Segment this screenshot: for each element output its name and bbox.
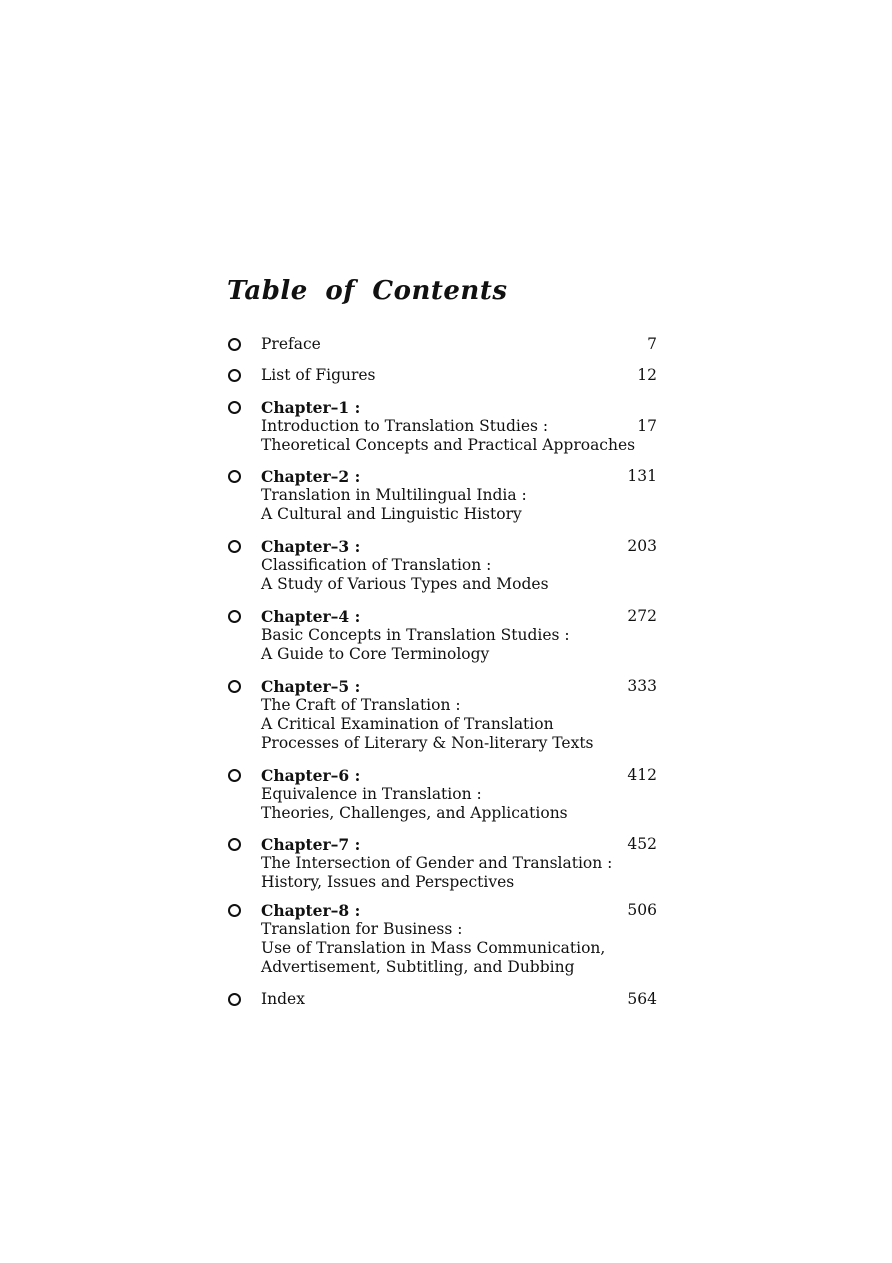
bullet-icon xyxy=(228,680,241,693)
page-number: 12 xyxy=(637,366,657,384)
chapter-subtitle-line: A Cultural and Linguistic History xyxy=(261,505,522,523)
bullet-icon xyxy=(228,993,241,1006)
chapter-label: Chapter–8 : xyxy=(261,901,361,920)
toc-entry-chapter-4[interactable] xyxy=(227,607,659,664)
bullet-icon xyxy=(228,769,241,782)
chapter-subtitle-line: A Study of Various Types and Modes xyxy=(261,575,549,593)
bullet-icon xyxy=(228,540,241,553)
chapter-subtitle-line: History, Issues and Perspectives xyxy=(261,873,515,891)
toc-entry-index[interactable] xyxy=(227,990,659,1009)
chapter-title-line: Introduction to Translation Studies : xyxy=(261,417,549,435)
chapter-title-line: Equivalence in Translation : xyxy=(261,785,482,803)
entry-title: Index xyxy=(261,990,305,1008)
chapter-subtitle-line: A Critical Examination of Translation xyxy=(261,715,554,733)
chapter-title-line: Classification of Translation : xyxy=(261,556,492,574)
page-number: 564 xyxy=(627,990,657,1008)
chapter-label: Chapter–3 : xyxy=(261,537,361,556)
toc-entry-preface[interactable] xyxy=(227,335,659,354)
bullet-icon xyxy=(228,904,241,917)
chapter-title-line: The Intersection of Gender and Translation : xyxy=(261,854,613,872)
page-number: 7 xyxy=(647,335,657,353)
bullet-icon xyxy=(228,338,241,351)
chapter-label: Chapter–2 : xyxy=(261,467,361,486)
page-number: 412 xyxy=(627,766,657,784)
chapter-subtitle-line: Advertisement, Subtitling, and Dubbing xyxy=(261,958,575,976)
chapter-label: Chapter–1 : xyxy=(261,398,361,417)
toc-entry-chapter-1[interactable] xyxy=(227,398,659,455)
page-number: 131 xyxy=(627,467,657,485)
bullet-icon xyxy=(228,838,241,851)
page-number: 506 xyxy=(627,901,657,919)
page-number: 452 xyxy=(627,835,657,853)
chapter-label: Chapter–6 : xyxy=(261,766,361,785)
bullet-icon xyxy=(228,470,241,483)
toc-title: Table of Contents xyxy=(227,276,508,306)
page-number: 203 xyxy=(627,537,657,555)
chapter-subtitle-line: Use of Translation in Mass Communication, xyxy=(261,939,606,957)
chapter-subtitle-line: A Guide to Core Terminology xyxy=(261,645,490,663)
page-number: 333 xyxy=(627,677,657,695)
chapter-title-line: Translation for Business : xyxy=(261,920,463,938)
toc-entry-chapter-7[interactable] xyxy=(227,835,659,892)
page-number: 17 xyxy=(637,417,657,435)
toc-entry-chapter-5[interactable] xyxy=(227,677,659,753)
toc-entry-chapter-8[interactable] xyxy=(227,901,659,977)
toc-list xyxy=(227,335,659,1009)
chapter-label: Chapter–7 : xyxy=(261,835,361,854)
bullet-icon xyxy=(228,610,241,623)
entry-title: List of Figures xyxy=(261,366,376,384)
entry-title: Preface xyxy=(261,335,321,353)
chapter-subtitle-line: Theories, Challenges, and Applications xyxy=(261,804,568,822)
chapter-title-line: Translation in Multilingual India : xyxy=(261,486,527,504)
toc-entry-chapter-6[interactable] xyxy=(227,766,659,823)
chapter-subtitle-line: Theoretical Concepts and Practical Approaches xyxy=(261,436,636,454)
bullet-icon xyxy=(228,401,241,414)
page-number: 272 xyxy=(627,607,657,625)
toc-entry-chapter-3[interactable] xyxy=(227,537,659,594)
toc-entry-chapter-2[interactable] xyxy=(227,467,659,524)
chapter-title-line: The Craft of Translation : xyxy=(261,696,461,714)
bullet-icon xyxy=(228,369,241,382)
chapter-title-line: Basic Concepts in Translation Studies : xyxy=(261,626,570,644)
toc-entry-list-of-figures[interactable] xyxy=(227,366,659,385)
chapter-label: Chapter–5 : xyxy=(261,677,361,696)
chapter-label: Chapter–4 : xyxy=(261,607,361,626)
chapter-subtitle-line: Processes of Literary & Non-literary Texts xyxy=(261,734,594,752)
